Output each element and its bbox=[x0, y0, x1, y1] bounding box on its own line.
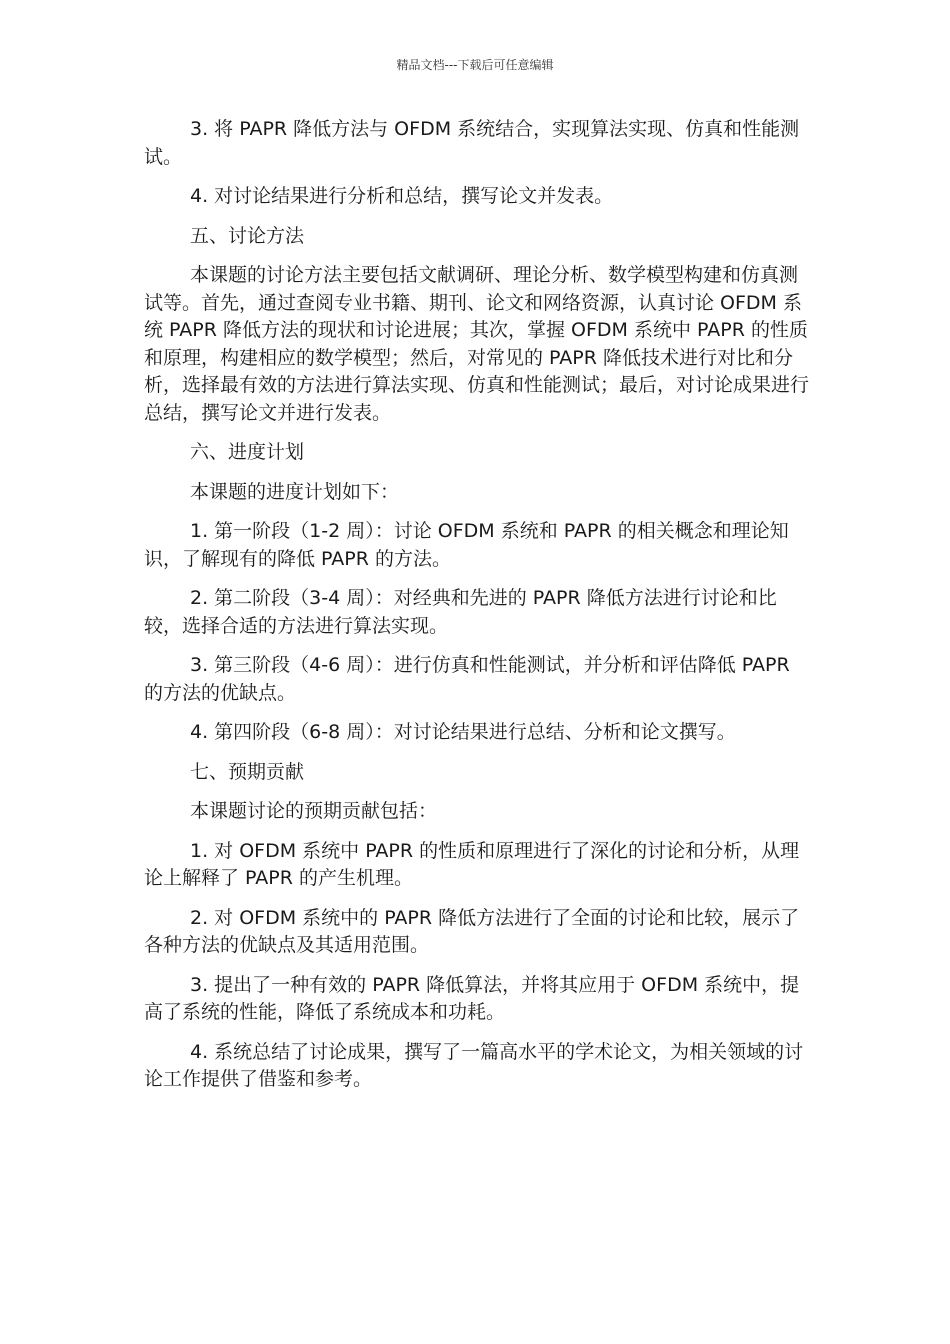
section-heading-contributions: 七、预期贡献 bbox=[190, 760, 305, 783]
schedule-item-3: 3. 第三阶段（4-6 周）：进行仿真和性能测试，并分析和评估降低 PAPR 的方法的优缺点。 bbox=[144, 654, 790, 704]
contribution-item-1: 1. 对 OFDM 系统中 PAPR 的性质和原理进行了深化的讨论和分析，从理论上解释了 PAPR 的产生机理。 bbox=[144, 839, 800, 889]
section-heading-schedule: 六、进度计划 bbox=[190, 441, 305, 463]
document-body bbox=[144, 116, 810, 1106]
schedule-item-2: 2. 第二阶段（3-4 周）：对经典和先进的 PAPR 降低方法进行讨论和比较，选择合适的方法进行算法实现。 bbox=[144, 587, 777, 637]
section-heading-methods: 五、讨论方法 bbox=[190, 224, 305, 247]
objective-item-3: 3. 将 PAPR 降低方法与 OFDM 系统结合，实现算法实现、仿真和性能测试。 bbox=[144, 118, 800, 168]
contributions-intro: 本课题讨论的预期贡献包括： bbox=[190, 800, 438, 822]
schedule-item-4: 4. 第四阶段（6-8 周）：对讨论结果进行总结、分析和论文撰写。 bbox=[190, 721, 736, 743]
contribution-item-3: 3. 提出了一种有效的 PAPR 降低算法，并将其应用于 OFDM 系统中，提高了系统的性能，降低了系统成本和功耗。 bbox=[144, 973, 800, 1023]
schedule-intro: 本课题的进度计划如下： bbox=[190, 480, 400, 503]
page-header: 精品文档---下载后可任意编辑 bbox=[396, 58, 554, 72]
schedule-item-1: 1. 第一阶段（1-2 周）：讨论 OFDM 系统和 PAPR 的相关概念和理论知识，了解现有的降低 PAPR 的方法。 bbox=[144, 520, 789, 570]
methods-paragraph: 本课题的讨论方法主要包括文献调研、理论分析、数学模型构建和仿真测试等。首先，通过查阅专业书籍、期刊、论文和网络资源，认真讨论 OFDM 系统 PAPR 降低方法的现状和讨论进展；其次，掌握 OFDM 系统中 PAPR 的性质和原理，构建相应的数学模型；然后，对常见的 PAPR 降低技术进行对比和分析，选择最有效的方法进行算法实现、仿真和性能测试；最后，对讨论成果进行总结，撰写论文并进行发表。 bbox=[144, 264, 810, 424]
contribution-item-4: 4. 系统总结了讨论成果，撰写了一篇高水平的学术论文，为相关领域的讨论工作提供了借鉴和参考。 bbox=[144, 1040, 804, 1090]
objective-item-4: 4. 对讨论结果进行分析和总结，撰写论文并发表。 bbox=[190, 185, 614, 207]
contribution-item-2: 2. 对 OFDM 系统中的 PAPR 降低方法进行了全面的讨论和比较，展示了各种方法的优缺点及其适用范围。 bbox=[144, 906, 800, 956]
